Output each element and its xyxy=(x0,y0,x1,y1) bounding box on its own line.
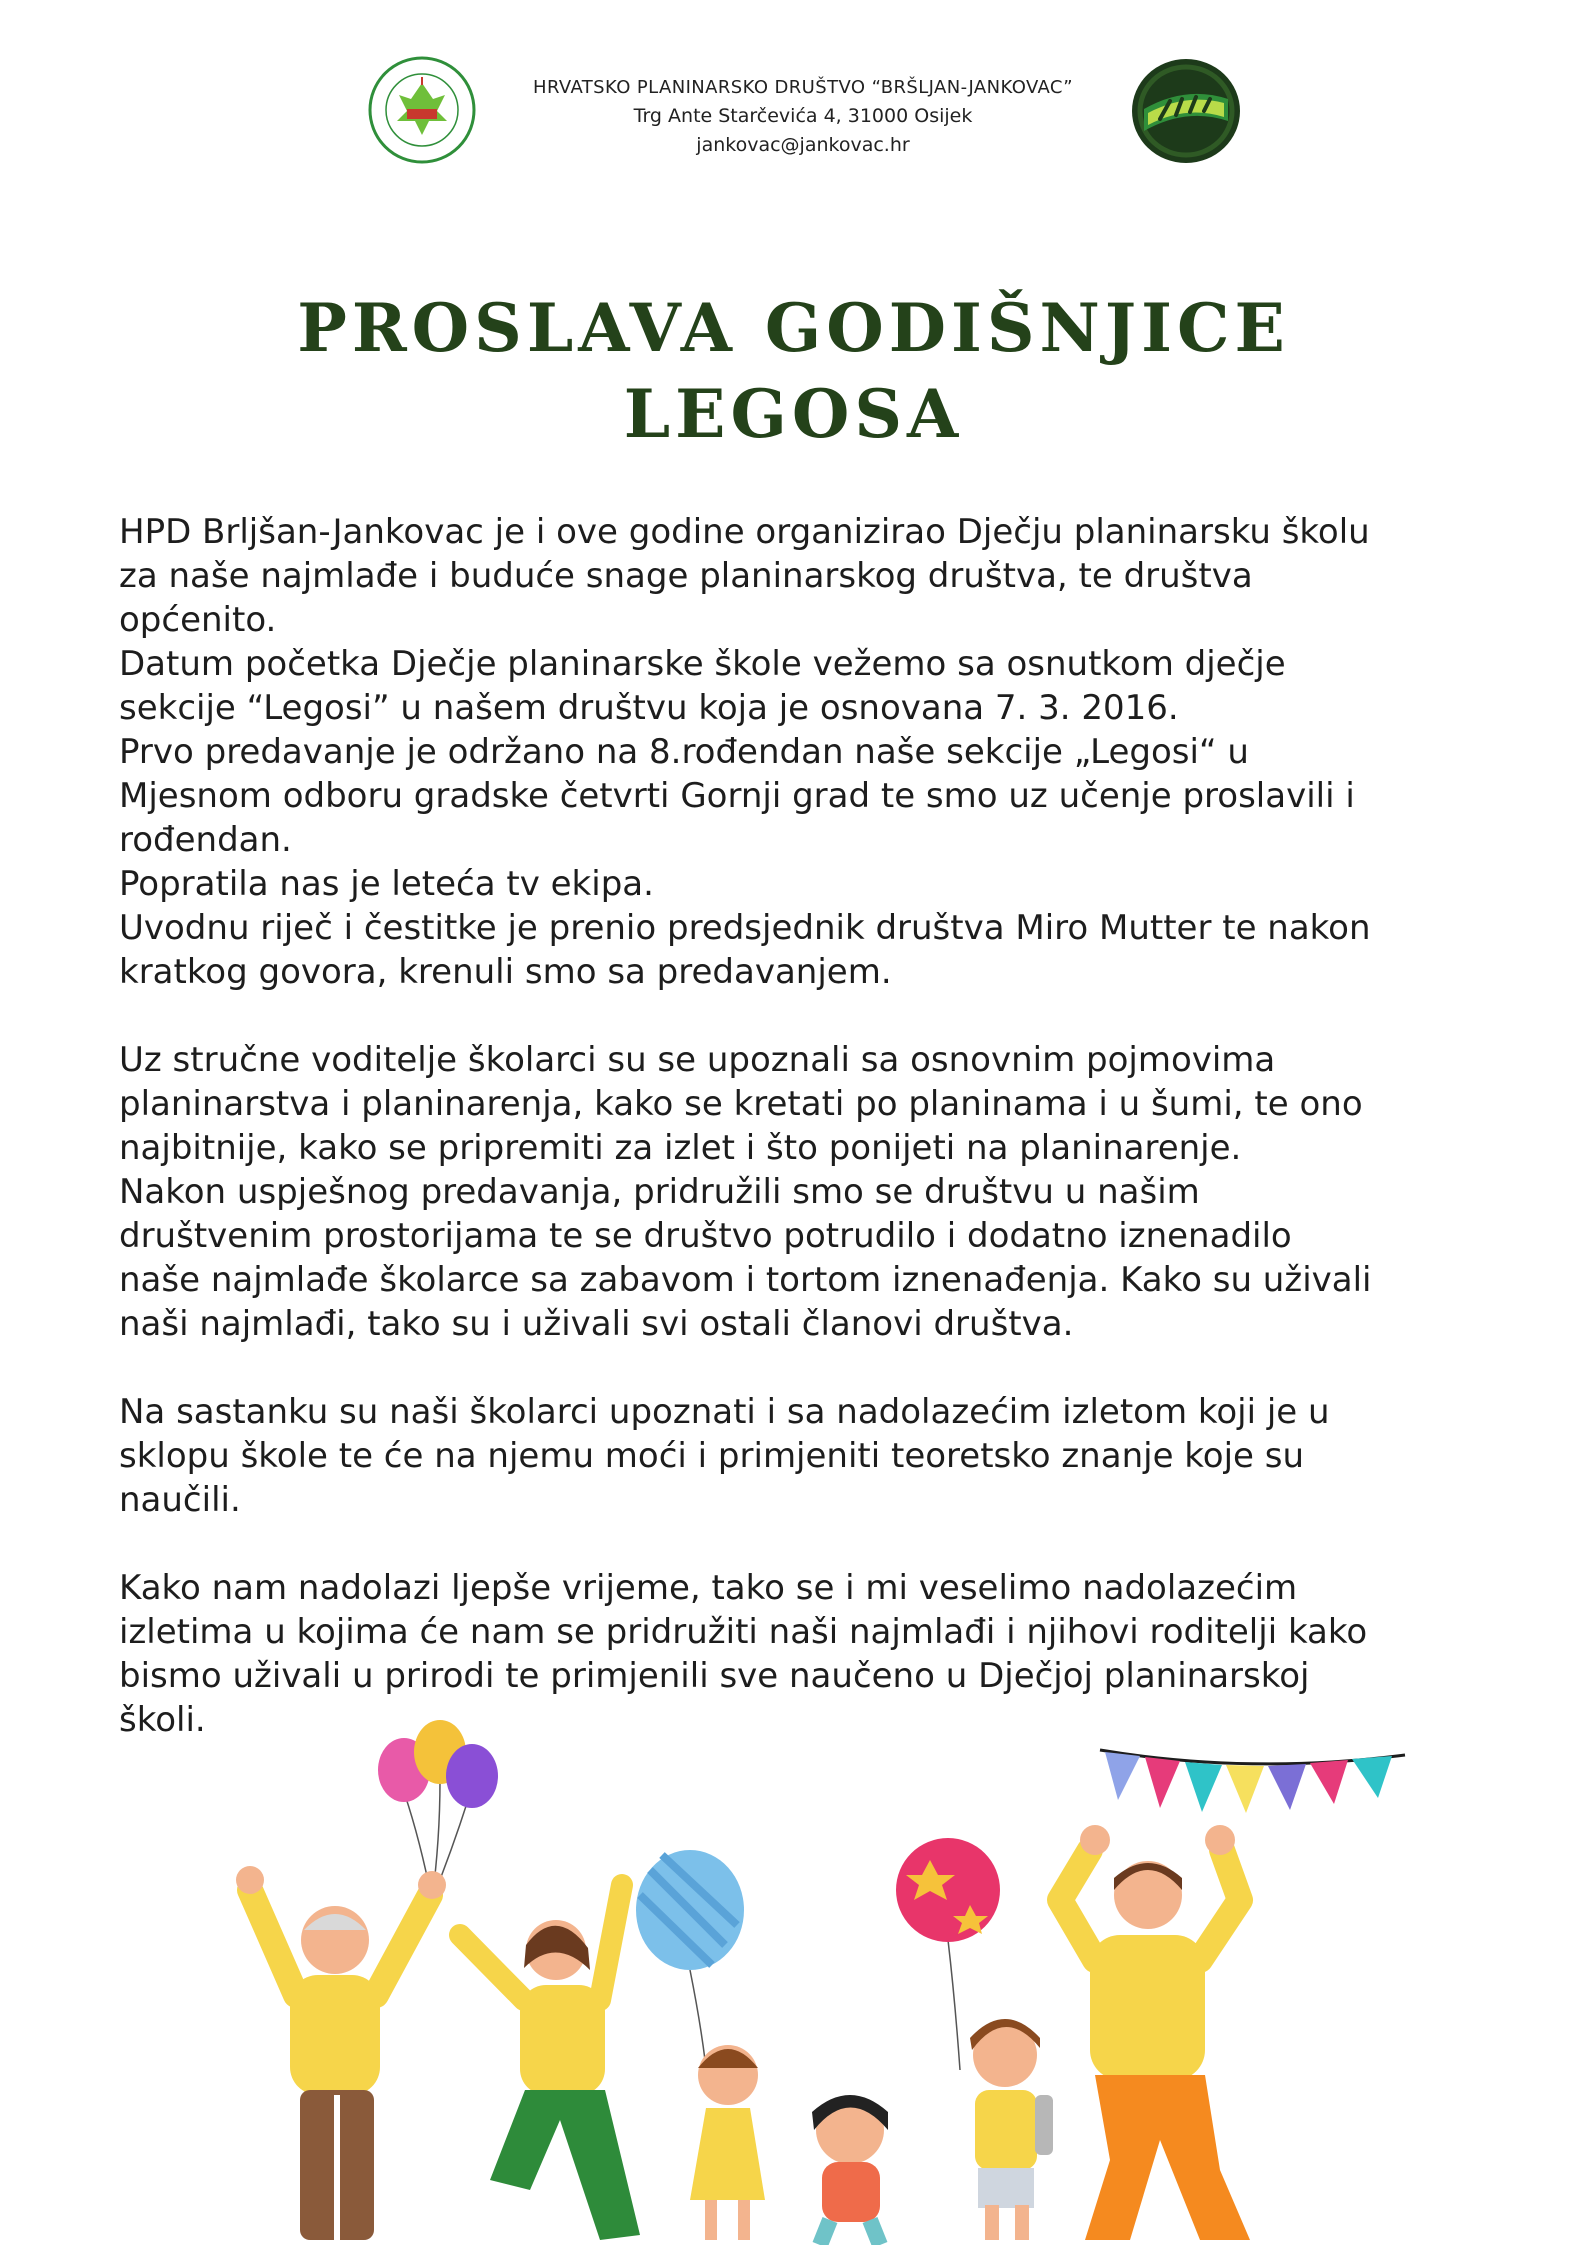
article-body xyxy=(119,510,1499,1742)
legosi-logo xyxy=(1130,57,1242,165)
paragraph-lecture: Uz stručne voditelje školarci su se upoznali sa osnovnim pojmovima planinarstva i planinarenja, kako se kretati po planinama i u šumi, te ono najbitnije, kako se pripremiti za izlet i što ponijeti na planinarenje. Nakon uspješnog predavanja, pridružili smo se društvu u našim društvenim prostorijama te se društvo potrudilo i dodatno iznenadilo naše najmlađe školarce sa zabavom i tortom iznenađenja. Kako su uživali naši najmlađi, tako su i uživali svi ostali članovi društva. xyxy=(119,1040,1372,1344)
little-girl-figure xyxy=(690,2045,765,2240)
organization-address: Trg Ante Starčevića 4, 31000 Osijek xyxy=(633,105,973,127)
paragraph-meeting: Na sastanku su naši školarci upoznati i sa nadolazećim izletom koji je u sklopu škole te će na njemu moći i primjeniti teoretsko znanje koje su naučili. xyxy=(119,1392,1330,1520)
page-title xyxy=(0,285,1587,457)
blue-balloon xyxy=(636,1850,744,2060)
father-figure xyxy=(1060,1825,1250,2240)
letterhead xyxy=(0,55,1587,165)
paragraph-intro: HPD Brljšan-Jankovac je i ove godine organizirao Dječju planinarsku školu za naše najmlađe i buduće snage planinarskog društva, te društva općenito. Datum početka Dječje planinarske škole vežemo sa osnutkom dječje sekcije “Legosi” u našem društvu koja je osnovana 7. 3. 2016. Prvo predavanje je održano na 8.rođendan naše sekcije „Legosi“ u Mjesnom odboru gradske četvrti Gornji grad te smo uz učenje proslavili i rođendan. Popratila nas je leteća tv ekipa. Uvodnu riječ i čestitke je prenio predsjednik društva Miro Mutter te nakon kratkog govora, krenuli smo sa predavanjem. xyxy=(119,512,1371,992)
title-line-1: PROSLAVA GODIŠNJICE xyxy=(297,289,1290,367)
grandfather-figure xyxy=(236,1866,446,2240)
organization-info xyxy=(480,73,1126,160)
mother-figure xyxy=(460,1885,640,2240)
laughing-child-figure xyxy=(812,2095,888,2245)
paragraph-outlook: Kako nam nadolazi ljepše vrijeme, tako se i mi veselimo nadolazećim izletima u kojima će nam se pridružiti naši najmlađi i njihovi roditelji kako bismo uživali u prirodi te primjenili sve naučeno u Dječjoj planinarskoj školi. xyxy=(119,1568,1368,1740)
boy-figure xyxy=(970,2019,1053,2240)
celebration-illustration xyxy=(0,1700,1587,2245)
title-line-2: LEGOSA xyxy=(623,375,964,453)
organization-email: jankovac@jankovac.hr xyxy=(696,134,910,156)
club-emblem-logo xyxy=(367,55,477,165)
bunting-flags xyxy=(1100,1750,1405,1813)
organization-name: HRVATSKO PLANINARSKO DRUŠTVO “BRŠLJAN-JANKOVAC” xyxy=(533,77,1073,98)
